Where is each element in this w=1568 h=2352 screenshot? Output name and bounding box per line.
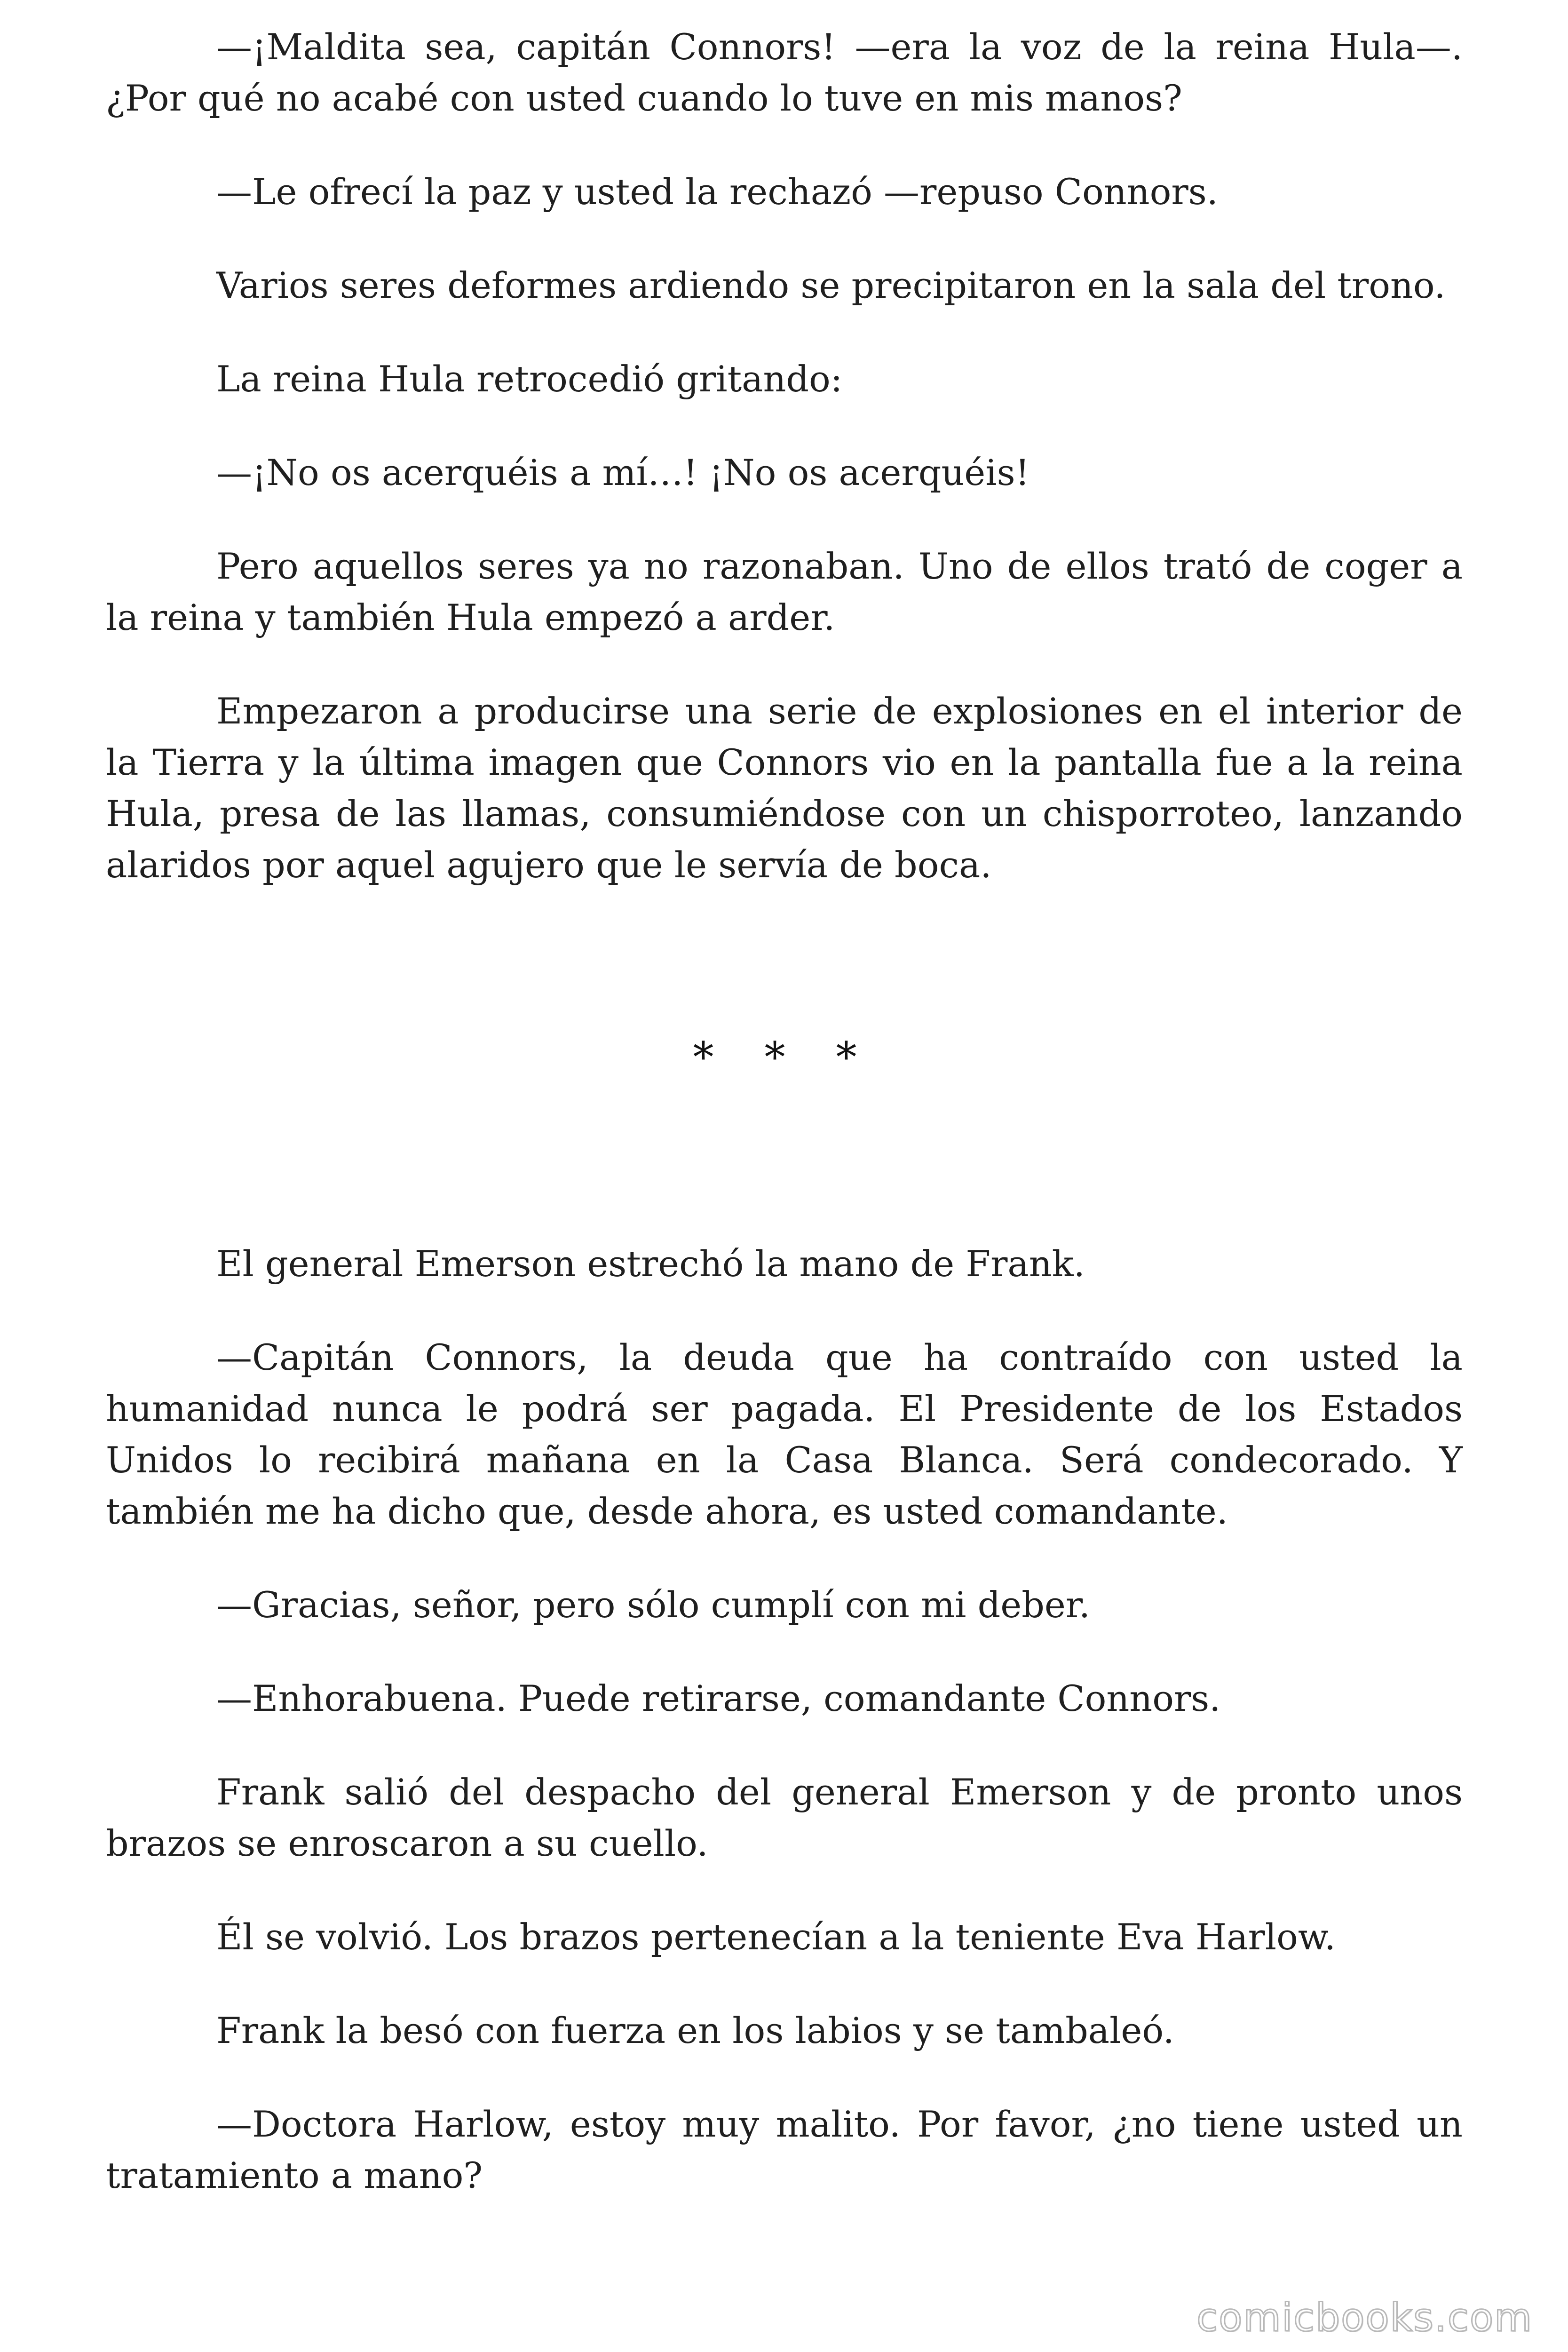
section-separator: * * * bbox=[693, 1033, 876, 1081]
paragraph: La reina Hula retrocedió gritando: bbox=[216, 358, 843, 400]
paragraph: —Le ofrecí la paz y usted la rechazó —repuso Connors. bbox=[216, 171, 1218, 213]
paragraph: Varios seres deformes ardiendo se precipitaron en la sala del trono. bbox=[216, 264, 1446, 306]
paragraph: —¡No os acerquéis a mí…! ¡No os acerquéis! bbox=[216, 452, 1030, 493]
paragraph: Empezaron a producirse una serie de explosiones en el interior de la Tierra y la última imagen que Connors vio en la pantalla fue a la reina Hula, presa de las llamas, consumiéndose con un chisporroteo, lanzando alaridos por aquel agujero que le servía de boca. bbox=[106, 690, 1463, 886]
paragraph: —Gracias, señor, pero sólo cumplí con mi deber. bbox=[216, 1584, 1091, 1626]
watermark: comicbooks.com bbox=[1196, 2296, 1533, 2340]
paragraph: Pero aquellos seres ya no razonaban. Uno de ellos trató de coger a la reina y también Hula empezó a arder. bbox=[106, 545, 1463, 638]
paragraph: Frank la besó con fuerza en los labios y se tambaleó. bbox=[216, 2010, 1174, 2051]
paragraph: —Capitán Connors, la deuda que ha contraído con usted la humanidad nunca le podrá ser pagada. El Presidente de los Estados Unidos lo recibirá mañana en la Casa Blanca. Será condecorado. Y también me ha dicho que, desde ahora, es usted comandante. bbox=[106, 1336, 1463, 1532]
paragraph: —¡Maldita sea, capitán Connors! —era la voz de la reina Hula—. ¿Por qué no acabé con usted cuando lo tuve en mis manos? bbox=[106, 26, 1463, 119]
paragraph: Frank salió del despacho del general Emerson y de pronto unos brazos se enroscaron a su cuello. bbox=[106, 1771, 1463, 1864]
paragraph: —Doctora Harlow, estoy muy malito. Por favor, ¿no tiene usted un tratamiento a mano? bbox=[106, 2103, 1463, 2196]
paragraph: —Enhorabuena. Puede retirarse, comandante Connors. bbox=[216, 1677, 1221, 1719]
body-text bbox=[106, 21, 1463, 2243]
paragraph: El general Emerson estrechó la mano de Frank. bbox=[216, 1243, 1085, 1285]
paragraph: Él se volvió. Los brazos pertenecían a la teniente Eva Harlow. bbox=[216, 1916, 1336, 1958]
